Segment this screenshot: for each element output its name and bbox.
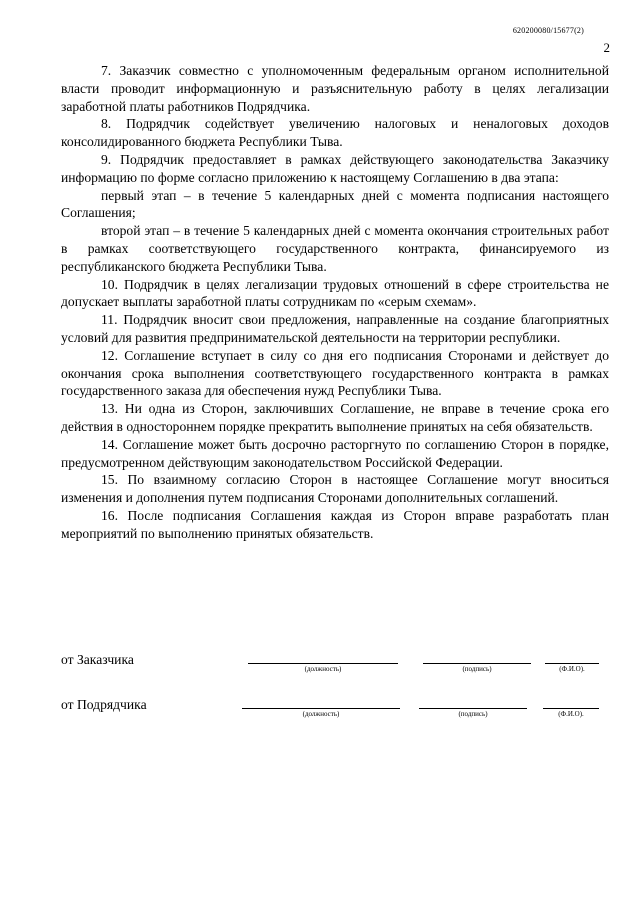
clause-14: 14. Соглашение может быть досрочно расторгнуто по соглашению Сторон в порядке, предусмотренном действующим законодательством Российской Федерации. bbox=[61, 436, 609, 470]
customer-position-caption: (должность) bbox=[248, 663, 398, 674]
clause-13: 13. Ни одна из Сторон, заключивших Соглашение, не вправе в течение срока его действия в одностороннем порядке прекратить выполнение принятых на себя обязательств. bbox=[61, 401, 609, 434]
contractor-name-caption: (Ф.И.О). bbox=[543, 708, 599, 719]
page-number: 2 bbox=[603, 40, 610, 55]
customer-signature-caption: (подпись) bbox=[423, 663, 531, 674]
clause-9-stage-1: первый этап – в течение 5 календарных дней с момента подписания настоящего Соглашения; bbox=[61, 187, 609, 221]
clause-9: 9. Подрядчик предоставляет в рамках действующего законодательства Заказчику информацию по форме согласно приложению к настоящему Соглашению в два этапа: bbox=[61, 151, 609, 185]
clause-11: 11. Подрядчик вносит свои предложения, направленные на создание благоприятных условий для развития предпринимательской деятельности на территории республики. bbox=[61, 312, 609, 345]
clause-9-stage-2: второй этап – в течение 5 календарных дней с момента окончания строительных работ в рамках соответствующего государственного контракта, финансируемого из республиканского бюджета Республики Тыва. bbox=[61, 223, 609, 274]
document-code: 620200080/15677(2) bbox=[512, 26, 584, 35]
contractor-signature-block bbox=[61, 697, 609, 727]
customer-signature-block bbox=[61, 652, 609, 682]
clause-8: 8. Подрядчик содействует увеличению налоговых и неналоговых доходов консолидированного бюджета Республики Тыва. bbox=[61, 116, 609, 150]
customer-name-caption: (Ф.И.О). bbox=[545, 663, 599, 674]
customer-label: от Заказчика bbox=[61, 652, 134, 667]
clause-7: 7. Заказчик совместно с уполномоченным федеральным органом исполнительной власти проводит информационную и разъяснительную работу в целях легализации заработной платы работников Подрядчика. bbox=[61, 63, 609, 114]
contractor-signature-caption: (подпись) bbox=[419, 708, 527, 719]
clause-15: 15. По взаимному согласию Сторон в настоящее Соглашение могут вноситься изменения и дополнения путем подписания Сторонами дополнительных соглашений. bbox=[61, 472, 609, 506]
clause-10: 10. Подрядчик в целях легализации трудовых отношений в сфере строительства не допускает выплаты заработной платы сотрудникам по «серым схемам». bbox=[61, 276, 609, 310]
contractor-position-caption: (должность) bbox=[242, 708, 400, 719]
clause-12: 12. Соглашение вступает в силу со дня его подписания Сторонами и действует до окончания срока выполнения соответствующего государственного контракта в рамках государственного заказа для обеспечения нужд Республики Тыва. bbox=[61, 347, 609, 399]
contractor-label: от Подрядчика bbox=[61, 697, 147, 712]
agreement-body bbox=[61, 62, 609, 543]
clause-16: 16. После подписания Соглашения каждая из Сторон вправе разработать план мероприятий по выполнению принятых обязательств. bbox=[61, 507, 609, 541]
